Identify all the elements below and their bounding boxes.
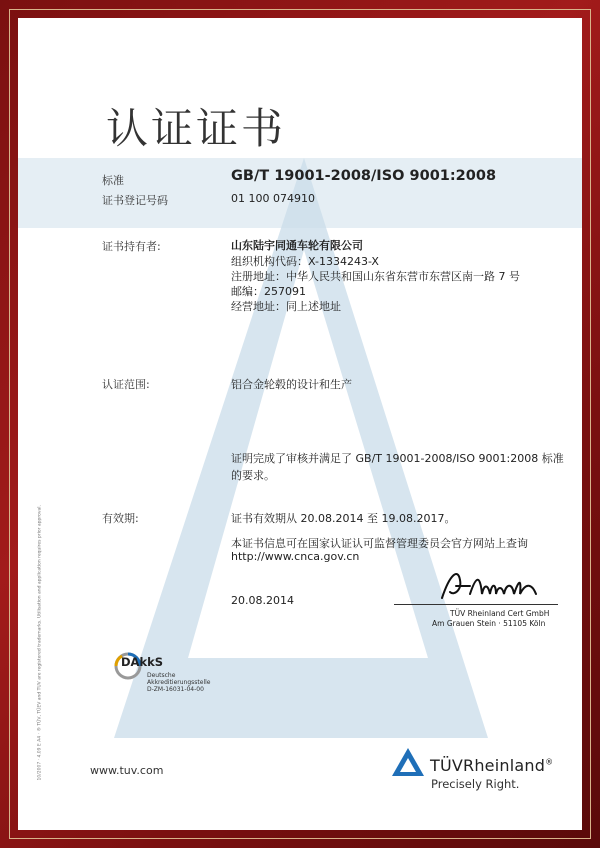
scope-label: 认证范围: xyxy=(102,378,150,391)
info-line-1: 本证书信息可在国家认证认可监督管理委员会官方网站上查询 xyxy=(231,537,528,550)
holder-label: 证书持有者: xyxy=(102,240,161,253)
watermark-triangle xyxy=(18,18,582,830)
dakks-line-2: Akkreditierungsstelle xyxy=(147,679,211,686)
website: www.tuv.com xyxy=(90,764,164,777)
validity-value: 证书有效期从 20.08.2014 至 19.08.2017。 xyxy=(231,512,456,525)
dakks-logo-text: DAkkS xyxy=(121,655,164,669)
registration-label: 证书登记号码 xyxy=(102,194,168,207)
signature xyxy=(436,564,546,604)
statement-line-2: 的要求。 xyxy=(231,469,275,482)
tuv-brand: TÜVRheinland® xyxy=(430,756,554,775)
tuv-triangle-icon xyxy=(390,746,426,778)
signature-line xyxy=(394,604,558,605)
page-title: 认证证书 xyxy=(106,104,287,153)
dakks-logo xyxy=(114,648,244,698)
registration-value: 01 100 074910 xyxy=(231,192,315,205)
postal-code: 邮编：257091 xyxy=(231,285,306,298)
issuer-address: Am Grauen Stein · 51105 Köln xyxy=(432,619,546,628)
registered-address: 注册地址：中华人民共和国山东省东营市东营区南一路 7 号 xyxy=(231,270,520,283)
statement-line-1: 证明完成了审核并满足了 GB/T 19001-2008/ISO 9001:2008 标准 xyxy=(231,452,564,465)
standard-value: GB/T 19001-2008/ISO 9001:2008 xyxy=(231,168,497,184)
side-note: 10/2007 · 4.09 E A4 · ® TÜV, TÜEV and TUV are registered trademarks. Utilisation and application requires prior approval. xyxy=(37,505,43,781)
standard-label: 标准 xyxy=(102,174,124,187)
dakks-line-1: Deutsche xyxy=(147,672,176,679)
tuv-slogan: Precisely Right. xyxy=(431,777,520,791)
validity-label: 有效期: xyxy=(102,512,139,525)
scope-value: 铝合金轮毂的设计和生产 xyxy=(231,378,352,391)
holder-name: 山东陆宇同通车轮有限公司 xyxy=(231,239,363,252)
issuer-name: TÜV Rheinland Cert GmbH xyxy=(450,609,550,618)
info-url: http://www.cnca.gov.cn xyxy=(231,550,360,563)
org-code: 组织机构代码：X-1334243-X xyxy=(231,255,379,268)
certificate-paper xyxy=(18,18,582,830)
business-address: 经营地址：同上述地址 xyxy=(231,300,341,313)
issue-date: 20.08.2014 xyxy=(231,594,294,607)
dakks-line-3: D-ZM-16031-04-00 xyxy=(147,686,204,693)
